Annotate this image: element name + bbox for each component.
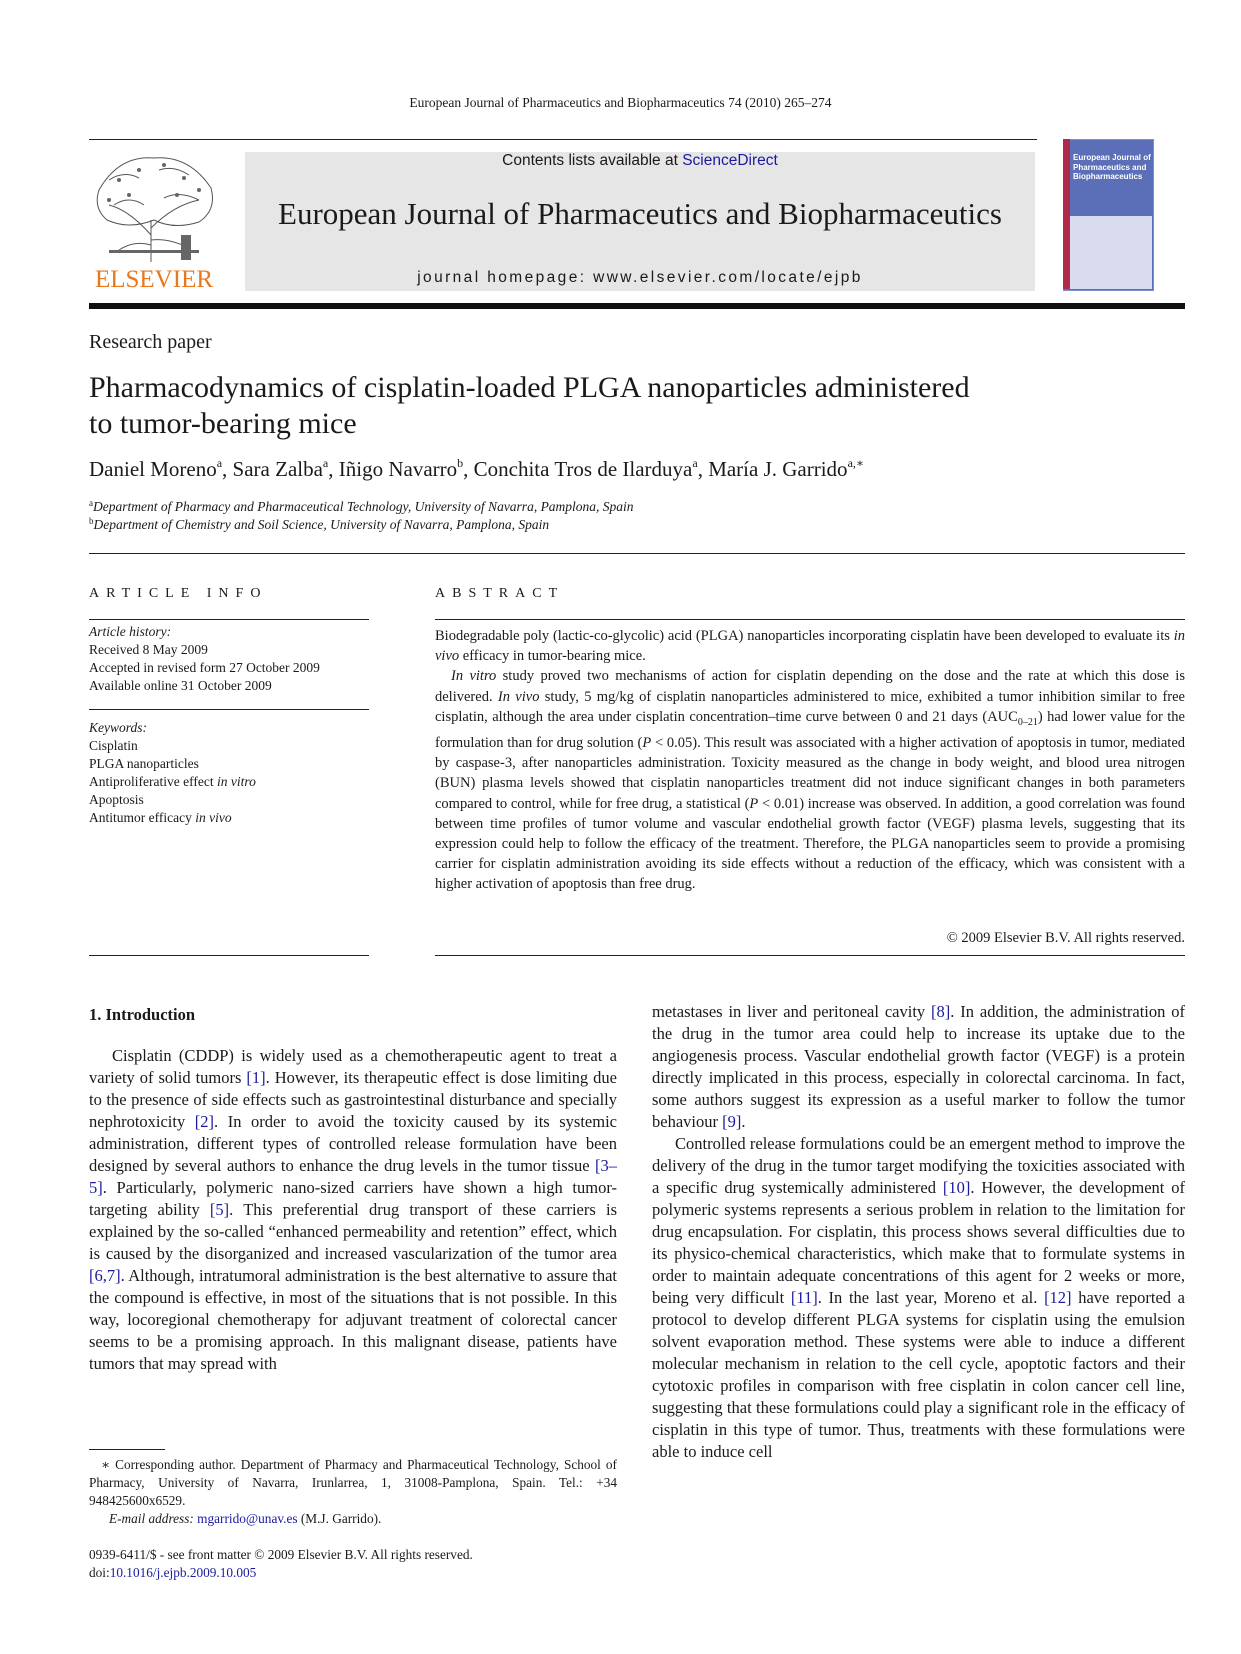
email-link[interactable]: mgarrido@unav.es bbox=[197, 1511, 298, 1526]
corresponding-footnote: ∗ Corresponding author. Department of Pharmacy and Pharmaceutical Technology, School of Pharmacy, University of Navarra, Irunlarrea, 1, 31008-Pamplona, Spain. Tel.: +34 948425600x6529. E-mail address: mgarrido@unav.es (M.J. Garrido). bbox=[89, 1457, 617, 1526]
article-type: Research paper bbox=[89, 331, 212, 353]
running-head: European Journal of Pharmaceutics and Biopharmaceutics 74 (2010) 265–274 bbox=[409, 95, 832, 110]
doi-link[interactable]: 10.1016/j.ejpb.2009.10.005 bbox=[109, 1565, 257, 1580]
cover-title: European Journal of Pharmaceutics and Biopharmaceutics bbox=[1073, 153, 1151, 181]
article-info-heading: ARTICLE INFO bbox=[89, 586, 268, 601]
citation-link[interactable]: [2] bbox=[194, 1112, 215, 1131]
front-matter: 0939-6411/$ - see front matter © 2009 Elsevier B.V. All rights reserved. doi:10.1016/j.ejpb.2009.10.005 bbox=[89, 1547, 473, 1580]
section-heading: 1. Introduction bbox=[89, 1005, 196, 1024]
citation-link[interactable]: [10] bbox=[942, 1178, 971, 1197]
abstract-text: Biodegradable poly (lactic-co-glycolic) acid (PLGA) nanoparticles incorporating cisplatin have been developed to evaluate its in vivo efficacy in tumor-bearing mice. In vitro study proved two mechanisms of action for cisplatin depending on the dose and the rate at which this dose is delivered. In vivo study, 5 mg/kg of cisplatin nanoparticles administered to mice, exhibited a tumor inhibition similar to free cisplatin, although the area under cisplatin concentration–time curve between 0 and 21 days $(AUC_{0-21})$ had lower value for the formulation than for drug solution (P < 0.05). This result was associated with a higher activation of apoptosis in tumor, mediated by caspase-3, after nanoparticles administration. Toxicity measured as the change in body weight, and blood urea nitrogen (BUN) plasma levels showed that cisplatin nanoparticles treatment did not induce significant changes in both parameters compared to control, while for free drug, a statistical (P < 0.01) increase was observed. In addition, a good correlation was found between time profiles of tumor volume and vascular endothelial growth factor (VEGF) plasma levels, suggesting that its expression could help to follow the efficacy of the treatment. Therefore, the PLGA nanoparticles seem to provide a promising carrier for cisplatin administration avoiding its side effects without a reduction of the efficacy, which was consistent with a higher activation of apoptosis than free drug. bbox=[435, 628, 1186, 893]
affiliation: $^b$Department of Chemistry and Soil Science, University of Navarra, Pamplona, Spain bbox=[89, 516, 550, 532]
journal-name: European Journal of Pharmaceutics and Biopharmaceutics bbox=[278, 196, 1002, 231]
author[interactable]: Iñigo Navarro bbox=[338, 457, 458, 481]
author[interactable]: Daniel Moreno bbox=[89, 457, 217, 481]
intro-left-column: Cisplatin (CDDP) is widely used as a chemotherapeutic agent to treat a variety of solid tumors [1]. However, its therapeutic effect is dose limiting due to the presence of side effects such as gastrointestinal disturbance and specially nephrotoxicity [2]. In order to avoid the toxicity caused by its systemic administration, different types of controlled release formulation have been designed by several authors to enhance the drug levels in the tumor tissue [3–5]. Particularly, polymeric nano-sized carriers have shown a high tumor-targeting ability [5]. This preferential drug transport of these carriers is explained by the so-called “enhanced permeability and retention” effect, which is caused by the disorganized and increased vascularization of the tumor area [6,7]. Although, intratumoral administration is the best alternative to assure that the compound is effective, in most of the situations that is not possible. In this way, locoregional chemotherapy for adjuvant treatment of colorectal cancer seems to be a promising approach. In this malignant disease, patients have tumors that may spread with bbox=[89, 1046, 617, 1373]
citation-link[interactable]: [11] bbox=[790, 1288, 818, 1307]
citation-link[interactable]: [8] bbox=[931, 1002, 951, 1021]
contents-line: Contents lists available at ScienceDirect bbox=[502, 152, 778, 169]
author[interactable]: Sara Zalba bbox=[232, 457, 323, 481]
affiliation: $^a$Department of Pharmacy and Pharmaceutical Technology, University of Navarra, Pamplona, Spain bbox=[89, 498, 634, 514]
citation-link[interactable]: [1] bbox=[246, 1068, 266, 1087]
abstract-copyright: © 2009 Elsevier B.V. All rights reserved. bbox=[946, 930, 1185, 946]
abstract-heading: ABSTRACT bbox=[435, 586, 565, 601]
journal-homepage[interactable]: journal homepage: www.elsevier.com/locate/ejpb bbox=[417, 269, 863, 286]
header-rule bbox=[89, 139, 1037, 140]
citation-link[interactable]: [5] bbox=[209, 1200, 230, 1219]
banner-rule bbox=[89, 303, 1185, 309]
citation-link[interactable]: [9] bbox=[722, 1112, 742, 1131]
sciencedirect-link[interactable]: ScienceDirect bbox=[682, 152, 778, 169]
citation-link[interactable]: [6,7] bbox=[89, 1266, 121, 1285]
keywords: Keywords: Cisplatin PLGA nanoparticles Antiproliferative effect in vitro Apoptosis Antitumor efficacy in vivo bbox=[89, 720, 256, 825]
author-list: Daniel Moreno$^a$, Sara Zalba$^a$, Iñigo Navarro$^b$, Conchita Tros de Ilarduya$^a$, María J. Garrido$^{a,∗}$ bbox=[89, 456, 865, 481]
title-rule bbox=[89, 553, 1185, 554]
footnote-rule bbox=[89, 1449, 165, 1450]
citation-link[interactable]: [3–5] bbox=[89, 1156, 617, 1197]
article-title: Pharmacodynamics of cisplatin-loaded PLGA nanoparticles administered to tumor-bearing mice bbox=[89, 371, 970, 440]
article-history: Article history: Received 8 May 2009 Accepted in revised form 27 October 2009 Available online 31 October 2009 bbox=[89, 624, 320, 693]
elsevier-wordmark: ELSEVIER bbox=[94, 266, 214, 293]
author[interactable]: María J. Garrido bbox=[708, 457, 848, 481]
citation-link[interactable]: [12] bbox=[1044, 1288, 1072, 1307]
author[interactable]: Conchita Tros de Ilarduya bbox=[473, 457, 693, 481]
elsevier-tree-logo bbox=[89, 150, 219, 266]
intro-right-column: metastases in liver and peritoneal cavity [8]. In addition, the administration of the drug in the tumor area could help to increase its uptake due to the angiogenesis process. Vascular endothelial growth factor (VEGF) is a protein directly implicated in this process, especially in colorectal carcinoma. In fact, some authors suggest its expression as a useful marker to follow the tumor behaviour [9]. Controlled release formulations could be an emergent method to improve the delivery of the drug in the tumor target modifying the toxicities associated with a specific drug systemically administered [10]. However, the development of polymeric systems represents a serious problem in relation to the limitation for drug encapsulation. For cisplatin, this process shows several difficulties due to its physico-chemical characteristics, which make that to formulate systems in order to maintain adequate concentrations of this agent for 2 weeks or more, being very difficult [11]. In the last year, Moreno et al. [12] have reported a protocol to develop different PLGA systems for cisplatin using the emulsion solvent evaporation method. These systems were able to induce a different molecular mechanism in relation to the cell cycle, apoptotic factors and their cytotoxic profiles in comparison with free cisplatin in colon cancer cell line, suggesting that these formulations could play a significant role in the efficacy of cisplatin in this type of tumor. Thus, treatments with these formulations were able to induce cell bbox=[652, 1002, 1186, 1461]
